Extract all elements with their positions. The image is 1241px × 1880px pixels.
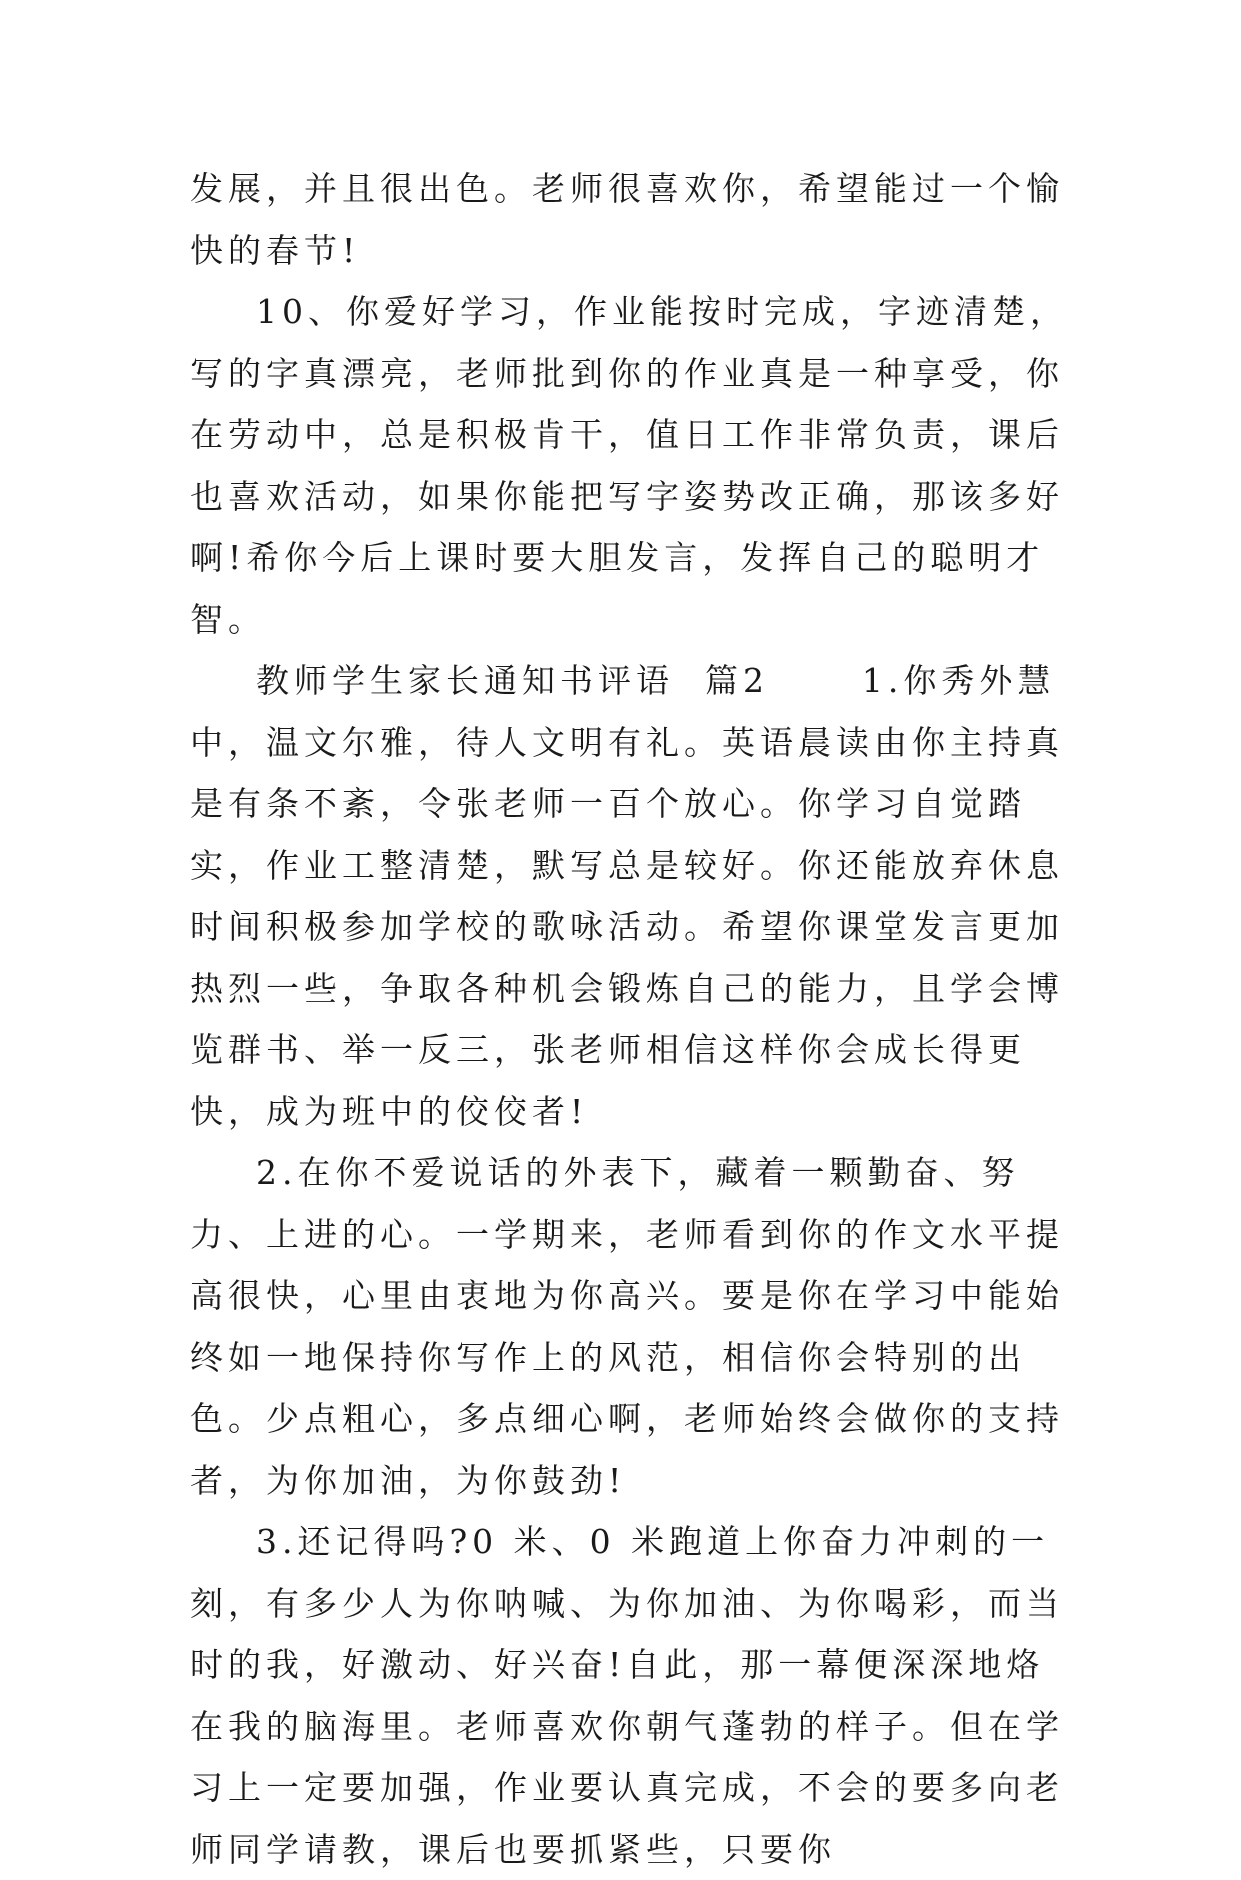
- paragraph-comment-2: 2.在你不爱说话的外表下，藏着一颗勤奋、努力、上进的心。一学期来，老师看到你的作文水平提高很快，心里由衷地为你高兴。要是你在学习中能始终如一地保持你写作上的风范，相信你会特别的出色。少点粗心，多点细心啊，老师始终会做你的支持者，为你加油，为你鼓劲!: [190, 1153, 1064, 1500]
- paragraph-comment-3: 3.还记得吗?0 米、0 米跑道上你奋力冲刺的一刻，有多少人为你呐喊、为你加油、为你喝彩，而当时的我，好激动、好兴奋!自此，那一幕便深深地烙在我的脑海里。老师喜欢你朝气蓬勃的样子。但在学习上一定要加强，作业要认真完成，不会的要多向老师同学请教，课后也要抓紧些，只要你: [190, 1522, 1064, 1869]
- paragraph-comment-10: 10、你爱好学习，作业能按时完成，字迹清楚，写的字真漂亮，老师批到你的作业真是一种享受，你在劳动中，总是积极肯干，值日工作非常负责，课后也喜欢活动，如果你能把写字姿势改正确，那该多好啊!希你今后上课时要大胆发言，发挥自己的聪明才智。: [190, 292, 1068, 639]
- document-body: [190, 158, 1070, 1880]
- paragraph-continuation: 发展，并且很出色。老师很喜欢你，希望能过一个愉快的春节!: [190, 169, 1064, 270]
- paragraph-section-2-comment-1: 教师学生家长通知书评语 篇2 1.你秀外慧中，温文尔雅，待人文明有礼。英语晨读由你主持真是有条不紊，令张老师一百个放心。你学习自觉踏实，作业工整清楚，默写总是较好。你还能放弃休息时间积极参加学校的歌咏活动。希望你课堂发言更加热烈一些，争取各种机会锻炼自己的能力，且学会博览群书、举一反三，张老师相信这样你会成长得更快，成为班中的佼佼者!: [190, 661, 1064, 1131]
